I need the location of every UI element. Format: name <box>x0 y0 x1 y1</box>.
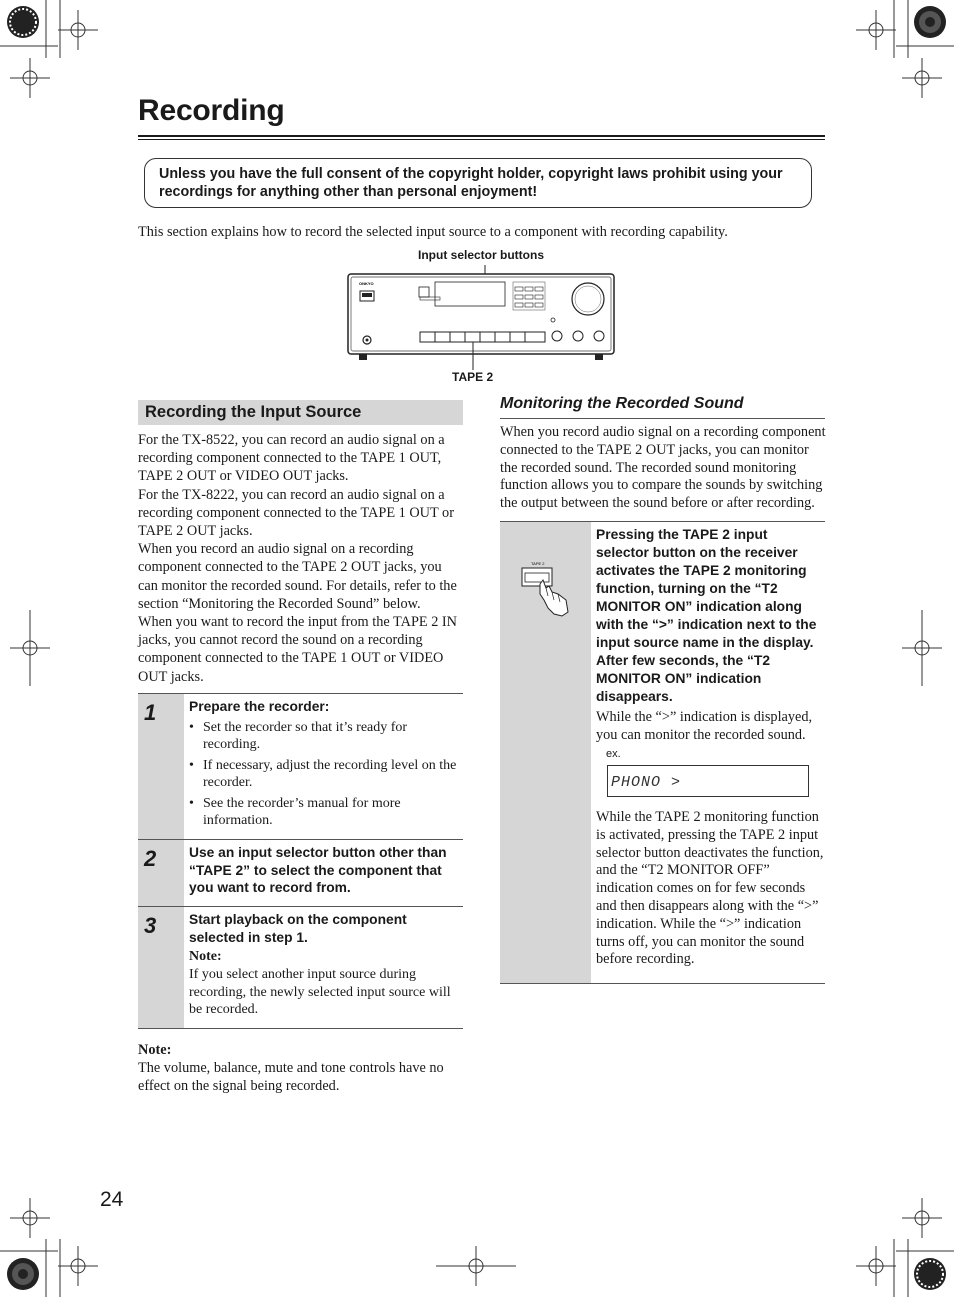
title-rule <box>138 135 825 137</box>
step-number: 2 <box>138 840 184 906</box>
steps-table <box>138 693 463 1029</box>
step-bullet-list <box>189 719 463 830</box>
note-text: The volume, balance, mute and tone controls have no effect on the signal being recorded. <box>138 1060 444 1094</box>
step-3 <box>138 906 463 1029</box>
paragraph: When you record an audio signal on a recording component connected to the TAPE 2 OUT jacks, you can monitor the recorded sound. For details, refer to the section “Monitoring the Recorded Sound” below. <box>138 541 457 612</box>
section-header-recording-input <box>138 400 463 425</box>
step-2 <box>138 839 463 906</box>
title-rule-thin <box>138 139 825 140</box>
list-item: • If necessary, adjust the recording level on the recorder. <box>189 757 463 792</box>
monitoring-step-box <box>500 521 825 984</box>
note-label: Note: <box>189 949 222 964</box>
section-title-monitoring: Monitoring the Recorded Sound <box>500 395 744 412</box>
display-example <box>607 765 809 797</box>
monitoring-intro: When you record audio signal on a recording component connected to the TAPE 2 OUT jacks, you can monitor the recorded sound. The recorded sound monitoring function allows you to compare the sounds by switching the output between the sound before or after recording. <box>500 424 826 512</box>
example-label: ex. <box>606 748 621 760</box>
step-number: 3 <box>138 907 184 1028</box>
figure-label-input-selector: Input selector buttons <box>418 248 544 262</box>
step-sidebar <box>500 522 591 983</box>
bottom-note <box>138 1041 464 1095</box>
left-body-text <box>138 431 464 686</box>
step-title: Prepare the recorder: <box>189 699 330 714</box>
figure-label-tape2: TAPE 2 <box>452 370 494 384</box>
list-item: • Set the recorder so that it’s ready for recording. <box>189 719 463 754</box>
copyright-warning-box <box>144 158 812 208</box>
press-tape2-button-illustration <box>500 552 591 662</box>
monitoring-paragraph: While the TAPE 2 monitoring function is activated, pressing the TAPE 2 input selector button deactivates the function, and the “T2 MONITOR OFF” indication comes on for few seconds and then disappears along with the “>” indication. While the “>” indication turns off, you can monitor the sound before recording. <box>596 809 824 968</box>
note-text: If you select another input source during recording, the newly selected input source will be recorded. <box>189 967 451 1017</box>
display-readout: PHONO > <box>611 774 682 791</box>
section-rule <box>500 418 825 419</box>
page-title: Recording <box>138 94 285 127</box>
step-title: Start playback on the component selected in step 1. <box>189 912 407 945</box>
step-1 <box>138 693 463 839</box>
receiver-front-panel-illustration <box>345 265 620 370</box>
paragraph: For the TX-8522, you can record an audio signal on a recording component connected to the TAPE 1 OUT, TAPE 2 OUT or VIDEO OUT jacks. <box>138 432 445 485</box>
crosshair-icon <box>58 10 98 50</box>
step-title: Use an input selector button other than “TAPE 2” to select the component that you want to record from. <box>189 845 447 895</box>
brand-logo: ONKYO <box>359 281 374 286</box>
monitoring-paragraph: While the “>” indication is displayed, you can monitor the recorded sound. <box>596 709 813 743</box>
monitoring-instruction: Pressing the TAPE 2 input selector button on the receiver activates the TAPE 2 monitoring function, turning on the “T2 MONITOR ON” indication along with the “>” indication next to the input source name in the display. After few seconds, the “T2 MONITOR ON” indication disappears. <box>596 527 817 704</box>
copyright-warning-text: Unless you have the full consent of the copyright holder, copyright laws prohibit using your recordings for anything other than personal enjoyment! <box>159 166 783 200</box>
sunburst-icon <box>7 6 39 38</box>
note-label: Note: <box>138 1042 172 1058</box>
list-item: • See the recorder’s manual for more information. <box>189 795 463 830</box>
paragraph: When you want to record the input from the TAPE 2 IN jacks, you cannot record the sound on a recording component connected to the TAPE 1 OUT or VIDEO OUT jacks. <box>138 614 458 685</box>
section-title: Recording the Input Source <box>145 403 362 421</box>
tape2-button-label: TAPE 2 <box>531 561 545 566</box>
intro-paragraph: This section explains how to record the selected input source to a component with recording capability. <box>138 224 728 240</box>
page-number: 24 <box>100 1188 124 1211</box>
step-number: 1 <box>138 694 184 839</box>
paragraph: For the TX-8222, you can record an audio signal on a recording component connected to the TAPE 1 OUT or TAPE 2 OUT jacks. <box>138 486 454 540</box>
